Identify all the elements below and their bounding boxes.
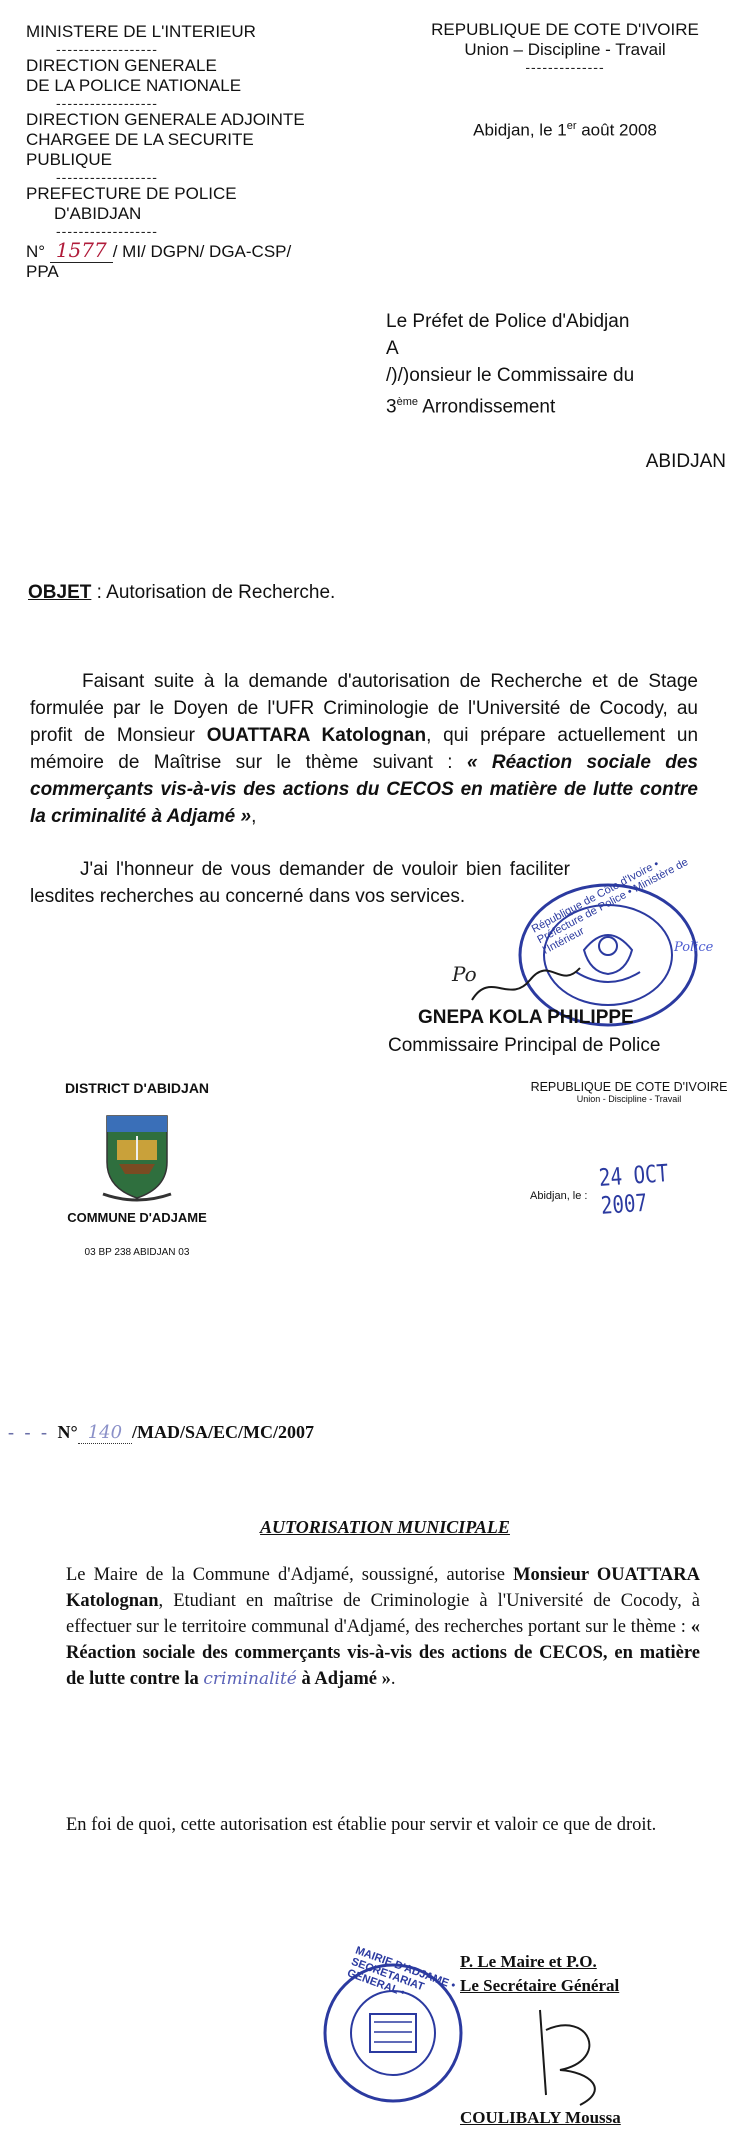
signatory-name: GNEPA KOLA PHILIPPE: [418, 1007, 634, 1028]
ref-prefix: N°: [57, 1422, 78, 1442]
divider: ------------------: [56, 169, 158, 185]
dgpn-line2: DE LA POLICE NATIONALE: [26, 76, 242, 95]
divider: ------------------: [56, 95, 158, 111]
letter2-header-right: [524, 1080, 734, 1104]
letter2-title: [0, 1517, 750, 1538]
letter1-header-right: [400, 20, 730, 141]
recipient: /)/)onsieur le Commissaire du: [386, 365, 635, 386]
po-handwritten: Po: [452, 962, 477, 986]
signatory-name: COULIBALY Moussa: [460, 2108, 621, 2127]
date-prefix: Abidjan, le 1: [473, 120, 567, 140]
ref-prefix: N°: [26, 242, 46, 261]
commune-address: 03 BP 238 ABIDJAN 03: [84, 1247, 190, 1258]
prefecture-line2: D'ABIDJAN: [54, 204, 142, 223]
dga-line1: DIRECTION GENERALE ADJOINTE: [26, 110, 305, 129]
signatory-title: Commissaire Principal de Police: [388, 1035, 661, 1056]
stamp-side-text: Police: [674, 940, 714, 955]
sender: Le Préfet de Police d'Abidjan: [386, 311, 630, 332]
para2-text: En foi de quoi, cette autorisation est établie pour servir et valoir ce que de droit.: [66, 1815, 657, 1835]
letter2-paragraph-2: [66, 1812, 700, 1838]
ref-number-handwritten: 1577: [50, 238, 113, 263]
stamp-text: République de Côte d'Ivoire • Préfecture de Police • Ministère de l'Intérieur: [529, 856, 691, 957]
para1-start: Le Maire de la Commune d'Adjamé, soussigné, autorise: [66, 1565, 514, 1585]
destination-city: ABIDJAN: [645, 451, 726, 473]
ministry-name: MINISTERE DE L'INTERIEUR: [26, 22, 256, 41]
thesis-theme: « Réaction sociale des commerçants vis-à-vis des actions du CECOS en matière de lutte contre la criminalité à Adjamé »: [30, 752, 698, 827]
ref-suffix: / MI/ DGPN/ DGA-CSP/ PPA: [26, 242, 292, 281]
ref-number-handwritten: 140: [78, 1422, 132, 1444]
para1-mid: , qui prépare actuellement un mémoire de Maîtrise sur le thème suivant :: [30, 725, 699, 773]
para1-end: .: [390, 1669, 396, 1689]
mairie-stamp: [318, 1944, 468, 2108]
para1-end: ,: [251, 806, 257, 827]
letter2-header-left: [42, 1080, 232, 1258]
arr-text: Arrondissement: [417, 396, 556, 418]
letter1-signature: [388, 1004, 708, 1060]
ref-suffix: /MAD/SA/EC/MC/2007: [132, 1422, 315, 1442]
commune-name: COMMUNE D'ADJAME: [67, 1210, 207, 1225]
letter2-signature-block: [460, 1950, 720, 1998]
theme-part-a: « Réaction sociale des commerçants vis-à-vis des actions de CECOS, en matière de lutte contre la: [66, 1617, 700, 1689]
date-stamp: 24 OCT 2007: [598, 1159, 670, 1220]
reference-number: [26, 240, 326, 282]
republic-name: REPUBLIQUE DE COTE D'IVOIRE: [530, 1080, 728, 1094]
letter1-header-left: [26, 22, 326, 282]
mairie-stamp-text: MAIRIE D'ADJAME • SECRETARIAT GENERAL •: [345, 1944, 457, 2000]
address-block: [386, 308, 726, 475]
student-name: OUATTARA Katolognan: [206, 725, 427, 746]
student-name: Monsieur OUATTARA Katolognan: [66, 1565, 701, 1611]
to-label: A: [386, 338, 399, 359]
para2-text: J'ai l'honneur de vous demander de vouloir bien faciliter lesdites recherches au concerné dans vos services.: [30, 859, 570, 907]
para1-mid: , Etudiant en maîtrise de Criminologie à l'Université de Cocody, à effectuer sur le territoire communal d'Adjamé, des recherches portant sur le thème :: [66, 1591, 700, 1637]
theme-part-b: à Adjamé »: [296, 1669, 391, 1689]
republic-name: REPUBLIQUE DE COTE D'IVOIRE: [431, 20, 699, 39]
letter2-paragraph-1: [66, 1562, 700, 1692]
object-line: [28, 582, 335, 604]
arr-sup: ème: [396, 396, 418, 408]
document-title: AUTORISATION MUNICIPALE: [260, 1517, 510, 1537]
letter1-paragraph-1: [30, 668, 698, 830]
dga-line2: CHARGEE DE LA SECURITE PUBLIQUE: [26, 130, 254, 169]
prefecture-line1: PREFECTURE DE POLICE: [26, 184, 237, 203]
theme-handwritten-word: criminalité: [203, 1669, 297, 1689]
sig-line2: Le Secrétaire Général: [460, 1976, 620, 1995]
dgpn-line1: DIRECTION GENERALE: [26, 56, 217, 75]
letter1-paragraph-2: [30, 856, 570, 910]
divider: ------------------: [56, 223, 158, 239]
sig-line1: P. Le Maire et P.O.: [460, 1952, 597, 1971]
date-label: Abidjan, le :: [530, 1190, 588, 1202]
object-text: : Autorisation de Recherche.: [91, 582, 336, 603]
letter2-reference: [8, 1422, 314, 1443]
letter-date: [400, 116, 730, 141]
divider: ------------------: [56, 41, 158, 57]
ref-dashes: - - -: [8, 1422, 58, 1442]
para1-start: Faisant suite à la demande d'autorisation de Recherche et de Stage formulée par le Doyen de l'UFR Criminologie de l'Université de Cocody, au profit de Monsieur: [30, 671, 698, 746]
date-sup: er: [566, 120, 577, 132]
motto: Union - Discipline - Travail: [576, 1094, 682, 1104]
mayor-signature-scribble: [520, 2000, 640, 2115]
motto: Union – Discipline - Travail: [464, 40, 666, 59]
district-name: DISTRICT D'ABIDJAN: [64, 1080, 210, 1096]
divider: --------------: [525, 59, 605, 75]
object-label: OBJET: [28, 582, 92, 603]
commune-coat-of-arms: [97, 1110, 177, 1204]
date-suffix: août 2008: [576, 120, 657, 140]
arr-num: 3: [386, 396, 397, 418]
arrondissement: [386, 389, 726, 420]
